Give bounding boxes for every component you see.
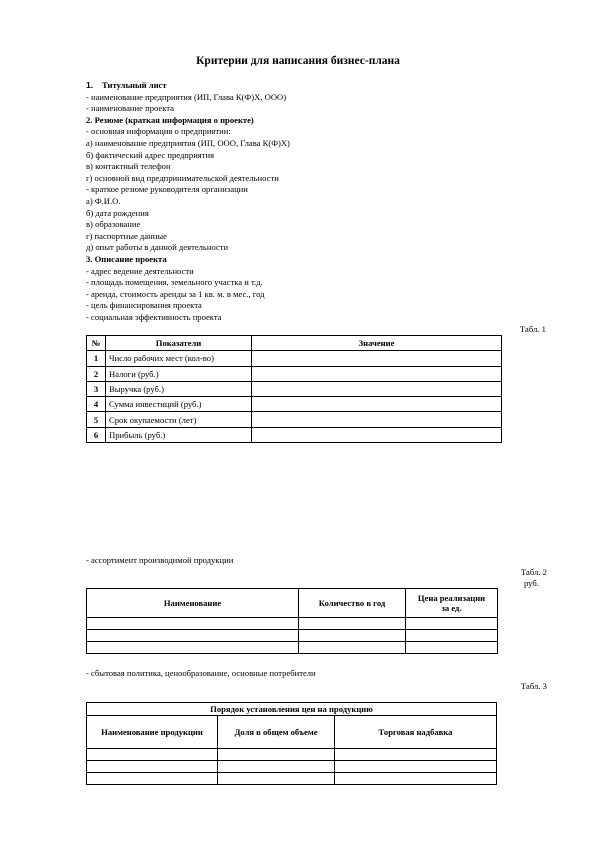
list-item [86,219,526,231]
value-cell[interactable] [252,412,502,427]
line-text: б) дата рождения [86,207,149,218]
indicator-label: Прибыль (руб.) [106,427,252,442]
table-header-row [87,716,497,749]
table-cell[interactable] [335,761,497,773]
line-text: - площадь помещения, земельного участка и т.д. [86,277,263,288]
value-cell[interactable] [252,397,502,412]
table-cell[interactable] [299,618,406,630]
list-item [86,208,526,220]
table-row [87,618,498,630]
list-item [86,150,526,162]
row-number: 6 [87,427,106,442]
line-text: - аренда, стоимость аренды за 1 кв. м. в мес., год [86,288,265,299]
list-item [86,173,526,185]
pricing-table-title: Порядок установления цен на продукцию [87,703,497,716]
table-row [87,412,502,427]
indicator-label: Выручка (руб.) [106,381,252,396]
table-cell[interactable] [335,773,497,785]
column-header-name: Наименование [87,589,299,618]
indicators-table [86,335,502,443]
section-heading [86,80,526,92]
table-title-row [87,703,497,716]
pricing-table [86,702,497,785]
column-header-share: Доля в общем объеме [218,716,335,749]
list-item [86,277,526,289]
line-text: в) контактный телефон [86,161,171,172]
line-text: - наименование проекта [86,103,174,114]
table-cell[interactable] [87,761,218,773]
table-row [87,366,502,381]
section-heading [86,115,526,127]
table1-caption: Табл. 1 [520,324,546,334]
list-item [86,289,526,301]
table-cell[interactable] [406,642,498,654]
table-header-row [87,336,502,351]
list-item [86,300,526,312]
table-row [87,773,497,785]
table-row [87,427,502,442]
table-cell[interactable] [406,630,498,642]
line-text: - цель финансирования проекта [86,300,202,311]
line-text: а) Ф.И.О. [86,195,121,206]
column-header-product: Наименование продукции [87,716,218,749]
line-text: 2. Резюме (краткая информация о проекте) [86,114,254,125]
line-text: - краткое резюме руководителя организации [86,184,248,195]
value-cell[interactable] [252,366,502,381]
section-heading [86,254,526,266]
table-cell[interactable] [299,630,406,642]
row-number: 5 [87,412,106,427]
line-text: д) опыт работы в данной деятельности [86,242,229,253]
list-item [86,92,526,104]
column-header-number: № [87,336,106,351]
line-text: г) основной вид предпринимательской деятельности [86,172,279,183]
indicator-label: Налоги (руб.) [106,366,252,381]
table-row [87,397,502,412]
table-cell[interactable] [406,618,498,630]
list-item [86,312,526,324]
table2-caption: Табл. 2 [521,567,547,577]
table-row [87,351,502,366]
list-item [86,184,526,196]
table-cell[interactable] [87,642,299,654]
sales-policy-line: - сбытовая политика, ценообразование, основные потребители [86,668,316,678]
table-cell[interactable] [87,630,299,642]
line-text: а) наименование предприятия (ИП, ООО, Глава К(Ф)Х) [86,137,290,148]
row-number: 1 [87,351,106,366]
criteria-list [86,80,526,323]
table-row [87,761,497,773]
table-cell[interactable] [218,749,335,761]
line-text: 3. Описание проекта [86,253,167,264]
line-text: - социальная эффективность проекта [86,311,222,322]
indicator-label: Срок окупаемости (лет) [106,412,252,427]
line-text: в) образование [86,219,141,230]
list-item [86,231,526,243]
table-row [87,630,498,642]
document-title: Критерии для написания бизнес-плана [196,55,400,67]
table-cell[interactable] [87,749,218,761]
list-item [86,196,526,208]
list-item [86,266,526,278]
column-header-price: Цена реализации за ед. [406,589,498,618]
row-number: 4 [87,397,106,412]
value-cell[interactable] [252,351,502,366]
table3-caption: Табл. 3 [521,681,547,691]
list-item [86,138,526,150]
line-text: - наименование предприятия (ИП, Глава К(Ф)Х, ООО) [86,91,287,102]
row-number: 3 [87,381,106,396]
column-header-value: Значение [252,336,502,351]
table2-unit: руб. [524,578,539,588]
indicator-label: Число рабочих мест (кол-во) [106,351,252,366]
line-text: г) паспортные данные [86,230,167,241]
section-number: 1. [86,80,94,90]
table-row [87,642,498,654]
indicator-label: Сумма инвестиций (руб.) [106,397,252,412]
assortment-table [86,588,498,654]
table-row [87,381,502,396]
column-header-markup: Торговая надбавка [335,716,497,749]
value-cell[interactable] [252,427,502,442]
list-item [86,103,526,115]
line-text: б) фактический адрес предприятия [86,149,215,160]
line-text: - адрес ведение деятельности [86,265,194,276]
column-header-indicators: Показатели [106,336,252,351]
table-row [87,749,497,761]
assortment-line: - ассортимент производимой продукции [86,555,234,565]
table-header-row [87,589,498,618]
table-cell[interactable] [218,773,335,785]
column-header-quantity: Количество в год [299,589,406,618]
table-cell[interactable] [335,749,497,761]
line-text: - основная информация о предприятии: [86,126,231,137]
list-item [86,161,526,173]
row-number: 2 [87,366,106,381]
list-item [86,242,526,254]
value-cell[interactable] [252,381,502,396]
table-cell[interactable] [87,773,218,785]
table-cell[interactable] [218,761,335,773]
list-item [86,126,526,138]
table-cell[interactable] [87,618,299,630]
table-cell[interactable] [299,642,406,654]
line-text: Титульный лист [102,80,167,90]
